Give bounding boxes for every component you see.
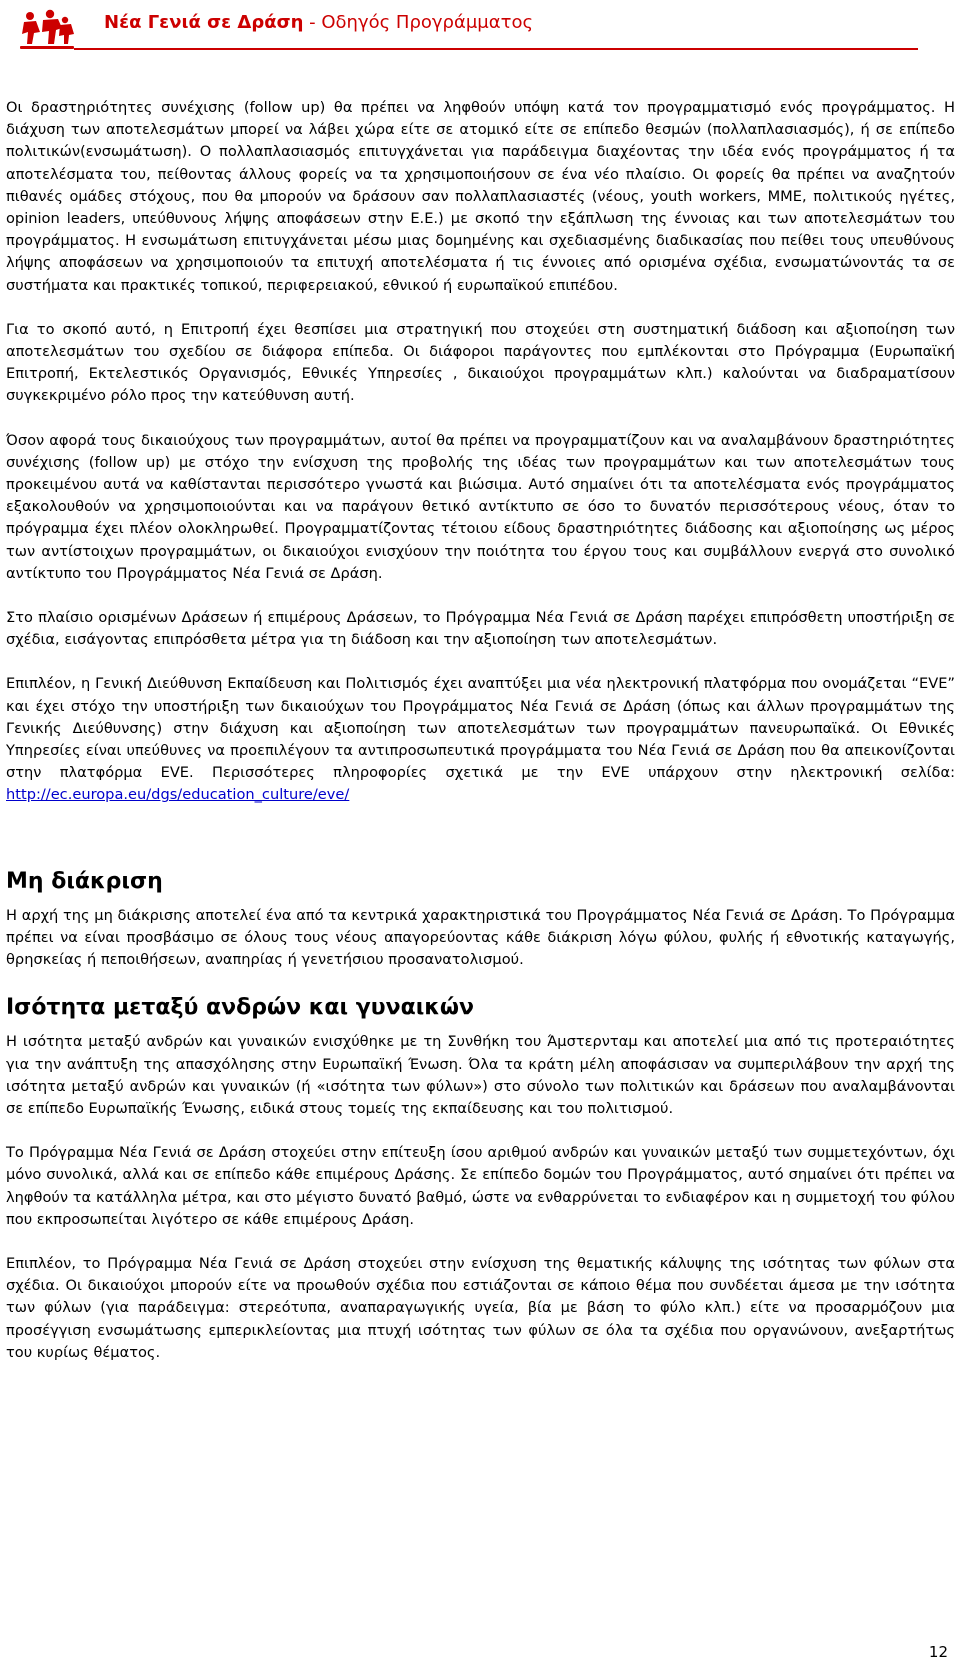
header-title-rest: - Οδηγός Προγράμματος	[303, 12, 534, 33]
page-number: 12	[928, 1643, 948, 1661]
paragraph-gender-equality-2: Το Πρόγραμμα Νέα Γενιά σε Δράση στοχεύει στην επίτευξη ίσου αριθμού ανδρών και γυναικών μεταξύ των συμμετεχόντων, όχι μόνο συνολικά, αλλά και σε επίπεδο κάθε επιμέρους Δράσης. Σε επίπεδο δομών του Προγράμματος, αυτό σημαίνει ότι πρέπει να ληφθούν τα κατάλληλα μέτρα, και στο μέγιστο δυνατό βαθμό, ώστε να ενθαρρύνεται το ενδιαφέρον και η συμμετοχή του φύλου που εκπροσωπείται λιγότερο σε κάθε επιμέρους Δράση.	[6, 1144, 955, 1228]
eve-platform-text: Επιπλέον, η Γενική Διεύθυνση Εκπαίδευση και Πολιτισμός έχει αναπτύξει μια νέα ηλεκτρονική πλατφόρμα που ονομάζεται “EVE” και έχει στόχο την υποστήριξη των δικαιούχων του Προγράμματος Νέα Γενιά σε Δράση (όπως και άλλων προγραμμάτων της Γενικής Διεύθυνσης) στην διάχυση και αξιοποίηση των αποτελεσμάτων των προγραμμάτων πανευρωπαϊκά. Οι Εθνικές Υπηρεσίες είναι υπεύθυνες να προεπιλέγουν τα αντιπροσωπευτικά προγράμματα του Νέα Γενιά σε Δράση που θα απεικονίζονται στην πλατφόρμα EVE. Περισσότερες πληροφορίες σχετικά με την EVE υπάρχουν στην ηλεκτρονική σελίδα:	[6, 675, 955, 782]
eve-link[interactable]: http://ec.europa.eu/dgs/education_culture/eve/	[6, 786, 350, 804]
section-heading-gender-equality: Ισότητα μεταξύ ανδρών και γυναικών	[6, 995, 475, 1021]
header-rule	[74, 48, 918, 50]
paragraph-additional-support: Στο πλαίσιο ορισμένων Δράσεων ή επιμέρους Δράσεων, το Πρόγραμμα Νέα Γενιά σε Δράση παρέχει επιπρόσθετη υποστήριξη σε σχέδια, εισάγοντας επιπρόσθετα μέτρα για τη διάδοση και την αξιοποίηση των αποτελεσμάτων.	[6, 609, 955, 649]
page-header	[18, 8, 918, 54]
paragraph-non-discrimination: Η αρχή της μη διάκρισης αποτελεί ένα από τα κεντρικά χαρακτηριστικά του Προγράμματος Νέα Γενιά σε Δράση. Το Πρόγραμμα πρέπει να είναι προσβάσιμο σε όλους τους νέους απαγορεύοντας κάθε διάκριση λόγω φύλου, φυλής ή εθνοτικής καταγωγής, θρησκείας ή πεποιθήσεων, αναπηρίας ή γενετήσιου προσανατολισμού.	[6, 906, 955, 969]
paragraph-gender-equality-1: Η ισότητα μεταξύ ανδρών και γυναικών ενισχύθηκε με τη Συνθήκη του Άμστερνταμ και αποτελεί μια από τις προτεραιότητες για την ανάπτυξη της απασχόλησης στην Ευρωπαϊκή Ένωση. Όλα τα κράτη μέλη αποφάσισαν να συμπεριλάβουν την αρχή της ισότητα μεταξύ ανδρών και γυναικών (ή «ισότητα των φύλων») στο σύνολο των πολιτικών και δράσεων που αναλαμβάνονται σε επίπεδο Ευρωπαϊκής Ένωσης, ειδικά στους τομείς της εκπαίδευσης και του πολιτισμού.	[6, 1033, 955, 1117]
paragraph-gender-equality-3: Επιπλέον, το Πρόγραμμα Νέα Γενιά σε Δράση στοχεύει στην ενίσχυση της θεματικής κάλυψης της ισότητας των φύλων στα σχέδια. Οι δικαιούχοι μπορούν είτε να προωθούν σχέδια που εστιάζονται σε κάποιο θέμα που συνδέεται άμεσα με την ισότητα των φύλων (για παράδειγμα: στερεότυπα, αναπαραγωγικής υγεία, βία με βάση το φύλο κλπ.) είτε να προσαρμόζουν μια προσέγγιση ενσωμάτωσης εμπερικλείοντας μια πτυχή ισότητας των φύλων σε όλα τα σχέδια που οργανώνουν, ανεξαρτήτως του κυρίως θέματος.	[6, 1254, 955, 1361]
paragraph-beneficiaries: Όσον αφορά τους δικαιούχους των προγραμμάτων, αυτοί θα πρέπει να προγραμματίζουν και να αναλαμβάνουν δραστηριότητες συνέχισης (follow up) με στόχο την ενίσχυση της προβολής της ιδέας των προγραμμάτων και των αποτελεσμάτων τους προκειμένου αυτά να καθίστανται περισσότερο γνωστά και βιώσιμα. Αυτό σημαίνει ότι τα αποτελέσματα ενός προγράμματος εξακολουθούν να χρησιμοποιούνται και να παράγουν θετικό αντίκτυπο σε όσο το δυνατόν περισσότερους νέους, όταν το πρόγραμμα έχει πλέον ολοκληρωθεί. Προγραμματίζοντας τέτοιου είδους δραστηριότητες διάδοσης και αξιοποίησης ως μέρος των αντίστοιχων προγραμμάτων, οι δικαιούχοι ενισχύουν την ποιότητα του έργου τους και συμβάλλουν ενεργά στο συνολικό αντίκτυπο του Προγράμματος Νέα Γενιά σε Δράση.	[6, 431, 955, 582]
header-title	[104, 12, 533, 33]
youth-in-action-logo-icon	[18, 8, 76, 54]
paragraph-eve-platform	[6, 673, 955, 806]
paragraph-strategy: Για το σκοπό αυτό, η Επιτροπή έχει θεσπίσει μια στρατηγική που στοχεύει στη συστηματική διάδοση και αξιοποίηση των αποτελεσμάτων του σχεδίου σε διάφορα επίπεδα. Οι διάφοροι παράγοντες που εμπλέκονται στο Πρόγραμμα (Ευρωπαϊκή Επιτροπή, Εκτελεστικός Οργανισμός, Εθνικές Υπηρεσίες , δικαιούχοι προγραμμάτων κλπ.) καλούνται να διαδραματίσουν συγκεκριμένο ρόλο προς την κατεύθυνση αυτή.	[6, 320, 955, 405]
header-title-bold: Νέα Γενιά σε Δράση	[104, 12, 304, 33]
document-body	[6, 97, 955, 1386]
section-heading-non-discrimination: Μη διάκριση	[6, 868, 163, 894]
paragraph-follow-up: Οι δραστηριότητες συνέχισης (follow up) θα πρέπει να ληφθούν υπόψη κατά τον προγραμματισμό ενός προγράμματος. Η διάχυση των αποτελεσμάτων μπορεί να λάβει χώρα είτε σε ατομικό είτε σε επίπεδο θεσμών (πολλαπλασιασμός), ή σε επίπεδο πολιτικών(ενσωμάτωση). Ο πολλαπλασιασμός επιτυγχάνεται για παράδειγμα διαχέοντας την ιδέα ενός προγράμματος ή τα αποτελέσματα του, πείθοντας άλλους φορείς να τα χρησιμοποιήσουν σε ένα νέο πλαίσιο. Οι φορείς θα πρέπει να αναζητούν πιθανές ομάδες στόχους, που θα μπορούν να δράσουν σαν πολλαπλασιαστές (νέους, youth workers, ΜΜΕ, πολιτικούς ηγέτες, opinion leaders, υπεύθυνους λήψης αποφάσεων στην Ε.Ε.) με σκοπό την εξάπλωση της έννοιας και των αποτελεσμάτων του προγράμματος. Η ενσωμάτωση επιτυγχάνεται μέσω μιας δομημένης και σχεδιασμένης διαδικασίας που πείθει τους υπευθύνους λήψης αποφάσεων να χρησιμοποιούν τα επιτυχή αποτελέσματα ή τις έννοιες από ορισμένα σχέδια, ενσωματώνοντάς τα σε συστήματα και πρακτικές τοπικού, περιφερειακού, εθνικού ή ευρωπαϊκού επιπέδου.	[6, 99, 955, 294]
